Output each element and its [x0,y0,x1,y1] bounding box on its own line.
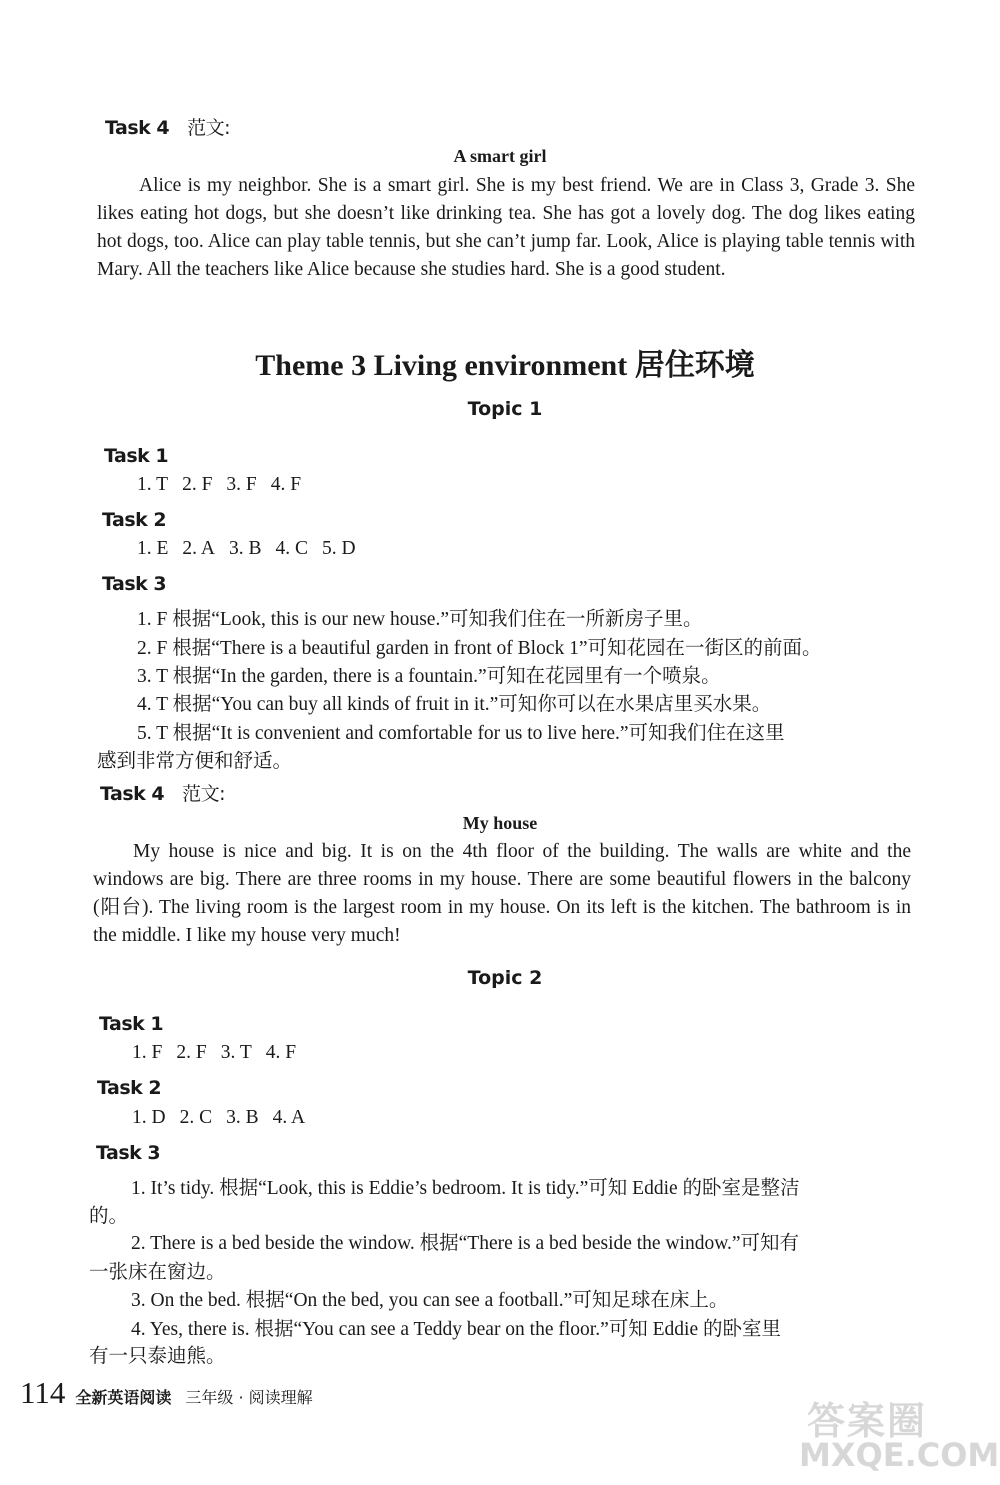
essay-title: My house [462,813,538,833]
topic1-task1-label: Task 1 [104,445,169,467]
answer-item: 2. C [179,1107,213,1128]
topic2-task2-answers [132,1107,319,1129]
answer-item: 1. D [132,1107,166,1128]
topic2-task1-answers [132,1042,310,1064]
answer-item: 4. F [270,474,302,495]
page-footer [20,1375,313,1411]
topic1-task1-answers [137,474,315,496]
essay-paragraph: Alice is my neighbor. She is a smart girl. She is my best friend. We are in Class 3, Grade 3. She likes eating hot dogs, but she doesn’t like drinking tea. She has got a lovely dog. The dog likes eating hot dogs, too. Alice can play table tennis, but she can’t jump far. Look, Alice is playing table tennis with Mary. All the teachers like Alice because she studies hard. She is a good student. [97,175,915,280]
topic2-task3-line: 的。 [89,1206,129,1227]
topic2-task3-line: 4. Yes, there is. 根据“You can see a Teddy bear on the floor.”可知 Eddie 的卧室里 [131,1319,781,1340]
page-number: 114 [20,1375,66,1410]
answer-item: 5. D [321,538,356,559]
watermark-en: MXQE.COM [799,1436,1000,1474]
topic1-task3-line: 5. T 根据“It is convenient and comfortable for us to live here.”可知我们住在这里 [137,723,785,744]
topic2-task3-line: 2. There is a bed beside the window. 根据“There is a bed beside the window.”可知有 [131,1233,800,1254]
answer-item: 4. A [272,1107,306,1128]
answer-item: 2. F [182,474,213,495]
topic1-task3-line: 感到非常方便和舒适。 [97,751,293,772]
answer-item: 2. F [176,1042,207,1063]
answer-item: 1. F [132,1042,163,1063]
watermark-logo [797,1390,1000,1475]
answer-item: 3. B [228,538,262,559]
answer-item: 2. A [182,538,215,559]
topic1-task3-line: 1. F 根据“Look, this is our new house.”可知我们住在一所新房子里。 [137,609,703,630]
topic2-task3-line: 3. On the bed. 根据“On the bed, you can see a football.”可知足球在床上。 [131,1290,729,1311]
topic2-task3-label: Task 3 [96,1142,161,1164]
fanwen-label: 范文: [182,783,226,805]
topic1-task2-label: Task 2 [102,509,167,531]
answer-item: 3. F [226,474,257,495]
topic2-heading: Topic 2 [467,967,543,989]
task-label: Task 4 [105,117,170,139]
topic2-task3-line: 1. It’s tidy. 根据“Look, this is Eddie’s bedroom. It is tidy.”可知 Eddie 的卧室是整洁 [131,1178,800,1199]
topic1-task2-answers [137,538,370,560]
task4-heading [105,113,230,140]
topic1-task3-line: 4. T 根据“You can buy all kinds of fruit in it.”可知你可以在水果店里买水果。 [137,694,772,715]
answer-item: 1. E [137,538,169,559]
topic2-task1-label: Task 1 [99,1013,164,1035]
topic2-task3-line: 一张床在窗边。 [89,1262,226,1283]
theme-title: Theme 3 Living environment 居住环境 [255,349,755,382]
task-label: Task 4 [100,783,165,805]
topic2-task2-label: Task 2 [97,1077,162,1099]
watermark-cn: 答案圈 [807,1399,928,1443]
topic1-heading: Topic 1 [467,398,543,420]
grade-label: 三年级 · 阅读理解 [185,1388,313,1407]
answer-item: 3. T [220,1042,252,1063]
answer-item: 4. F [265,1042,297,1063]
answer-item: 1. T [137,474,169,495]
book-title: 全新英语阅读 [75,1388,172,1407]
topic2-task3-line: 有一只泰迪熊。 [89,1346,226,1367]
topic1-task4-heading [100,779,225,806]
essay-title: A smart girl [453,146,547,166]
topic1-task3-label: Task 3 [102,573,167,595]
essay-paragraph: My house is nice and big. It is on the 4th floor of the building. The walls are white and the windows are big. There are three rooms in my house. There are some beautiful flowers in the balcony (阳台). The living room is the largest room in my house. On its left is the kitchen. The bathroom is in the middle. I like my house very much! [93,841,911,946]
fanwen-label: 范文: [187,117,231,139]
topic1-task3-line: 2. F 根据“There is a beautiful garden in front of Block 1”可知花园在一街区的前面。 [137,638,822,659]
topic1-task3-line: 3. T 根据“In the garden, there is a fountain.”可知在花园里有一个喷泉。 [137,666,721,687]
answer-item: 3. B [226,1107,259,1128]
answer-item: 4. C [275,538,308,559]
